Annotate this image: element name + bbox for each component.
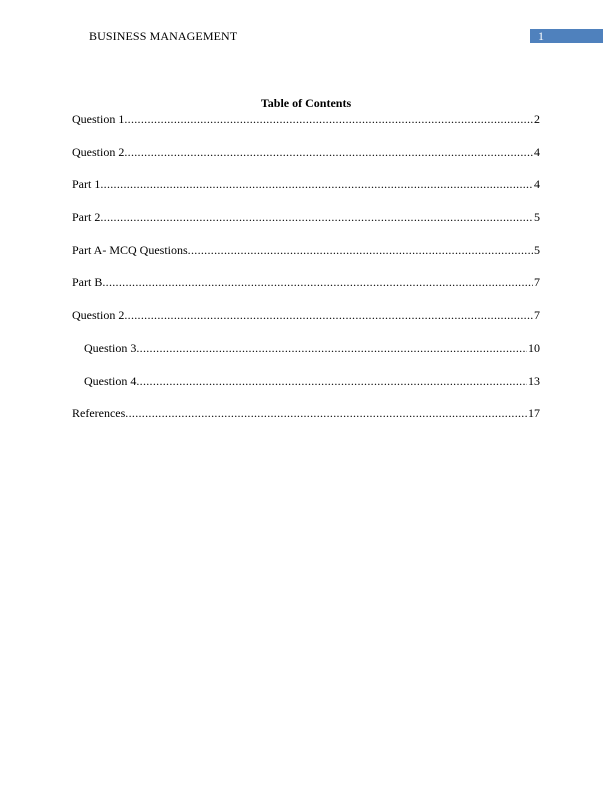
toc-entry-page: 10 bbox=[528, 340, 540, 355]
toc-entry-label: Question 2 bbox=[72, 144, 125, 159]
toc-dot-leader bbox=[188, 243, 533, 257]
toc-entry-part-a-mcq[interactable] bbox=[72, 243, 540, 276]
toc-dot-leader bbox=[125, 406, 527, 420]
page-number: 1 bbox=[530, 29, 603, 43]
toc-entry-label: Part 1 bbox=[72, 177, 101, 192]
toc-dot-leader bbox=[124, 112, 533, 126]
toc-entry-question-2[interactable] bbox=[72, 145, 540, 178]
toc-entry-references[interactable] bbox=[72, 406, 540, 439]
toc-entry-question-4[interactable] bbox=[72, 374, 540, 407]
table-of-contents bbox=[72, 112, 540, 439]
toc-entry-part-1[interactable] bbox=[72, 177, 540, 210]
toc-dot-leader bbox=[136, 374, 527, 388]
toc-entry-question-3[interactable] bbox=[72, 341, 540, 374]
toc-dot-leader bbox=[100, 210, 533, 224]
toc-entry-label: Part 2 bbox=[72, 210, 101, 225]
toc-heading: Table of Contents bbox=[260, 96, 352, 110]
toc-entry-label: References bbox=[72, 406, 126, 421]
toc-dot-leader bbox=[124, 145, 533, 159]
toc-dot-leader bbox=[102, 275, 533, 289]
toc-entry-question-2-second[interactable] bbox=[72, 308, 540, 341]
toc-entry-page: 13 bbox=[528, 373, 540, 388]
toc-dot-leader bbox=[124, 308, 533, 322]
toc-entry-page: 5 bbox=[534, 242, 540, 257]
toc-entry-page: 2 bbox=[534, 112, 540, 126]
toc-entry-page: 5 bbox=[534, 210, 540, 225]
toc-entry-label: Question 1 bbox=[72, 112, 125, 126]
toc-entry-label: Question 2 bbox=[72, 308, 125, 323]
header-title: BUSINESS MANAGEMENT bbox=[89, 29, 238, 43]
toc-entry-label: Question 4 bbox=[84, 373, 137, 388]
toc-entry-page: 7 bbox=[534, 275, 540, 290]
toc-entry-label: Question 3 bbox=[84, 340, 137, 355]
toc-dot-leader bbox=[100, 177, 533, 191]
toc-dot-leader bbox=[136, 341, 527, 355]
toc-entry-page: 4 bbox=[534, 177, 540, 192]
toc-entry-label: Part B bbox=[72, 275, 103, 290]
toc-entry-page: 17 bbox=[528, 406, 540, 421]
toc-entry-page: 7 bbox=[534, 308, 540, 323]
toc-entry-question-1[interactable] bbox=[72, 112, 540, 145]
toc-entry-part-2[interactable] bbox=[72, 210, 540, 243]
toc-entry-label: Part A- MCQ Questions bbox=[72, 242, 188, 257]
toc-entry-part-b[interactable] bbox=[72, 275, 540, 308]
toc-entry-page: 4 bbox=[534, 144, 540, 159]
